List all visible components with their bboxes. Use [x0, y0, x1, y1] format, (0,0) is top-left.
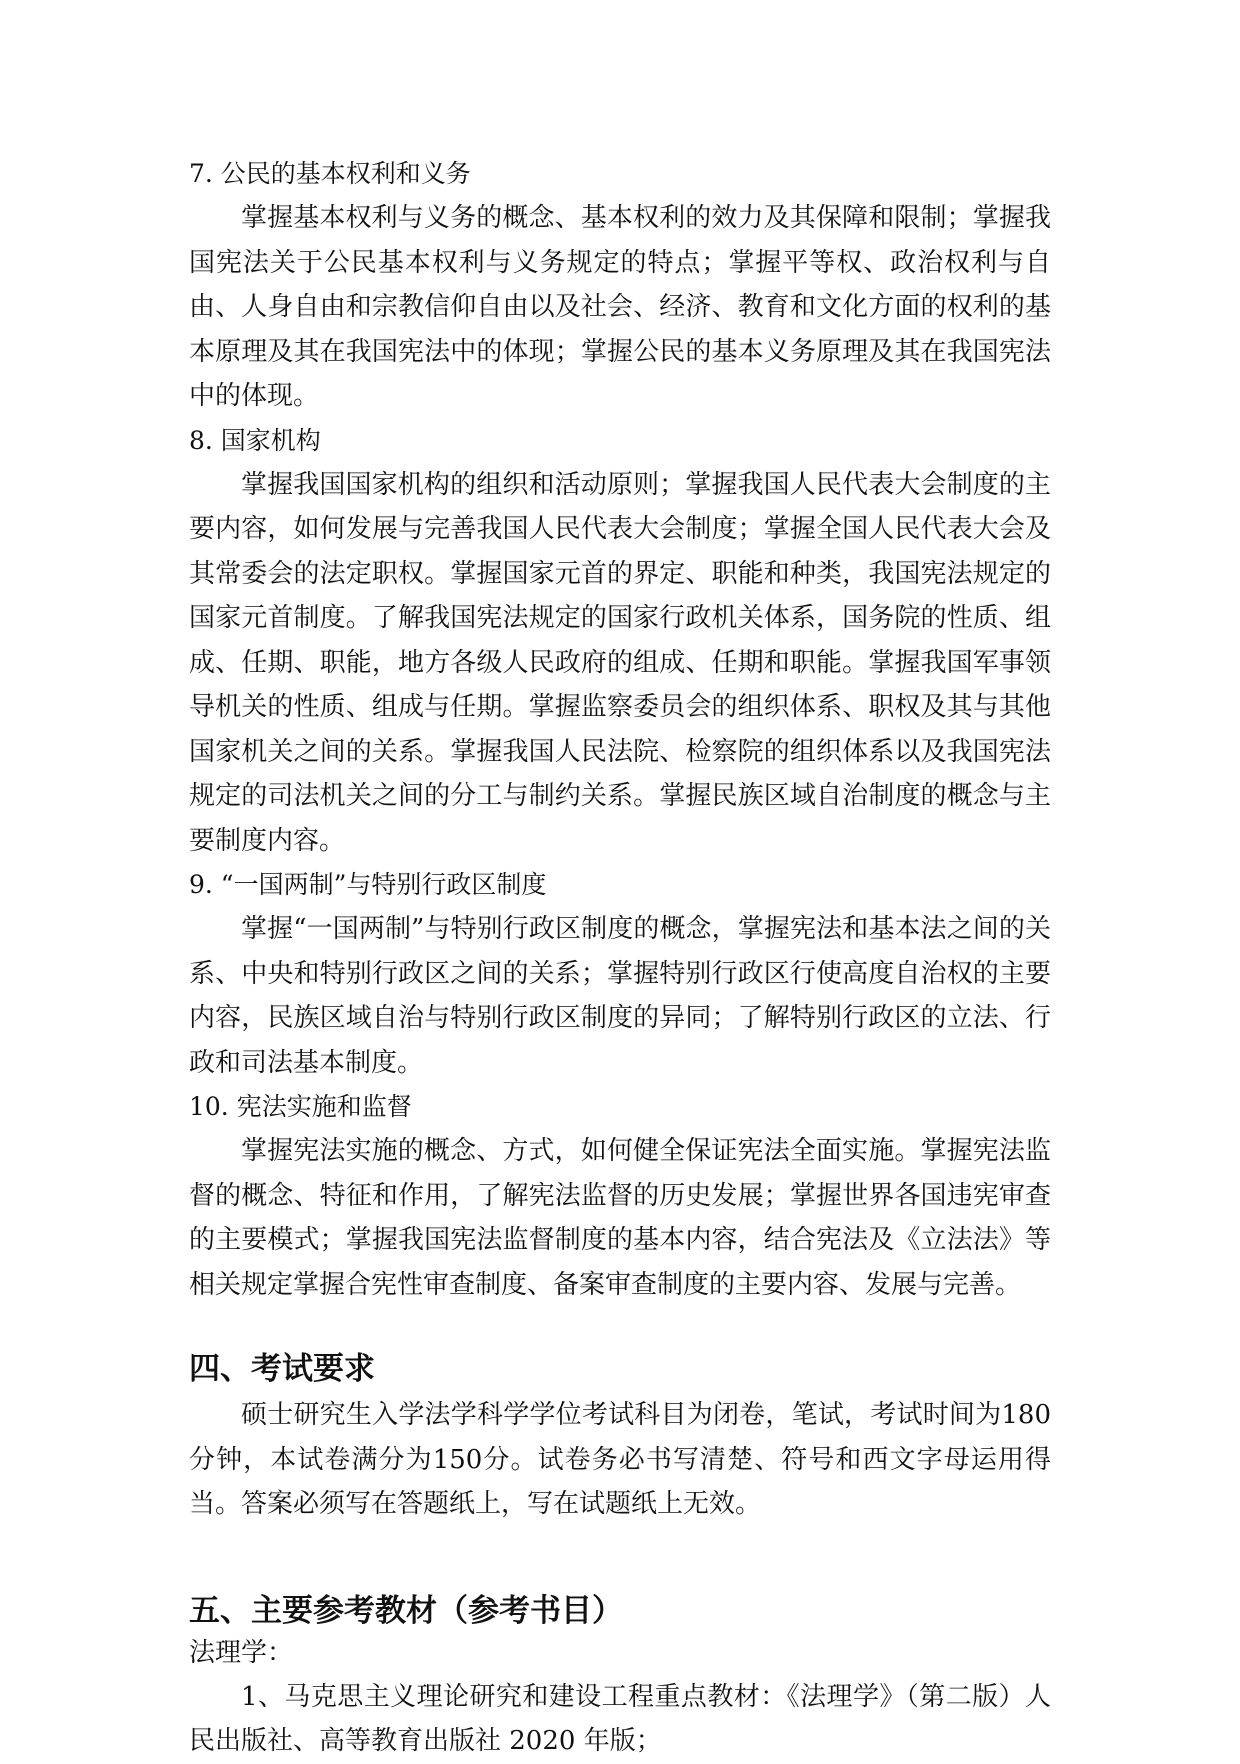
spacer	[189, 1527, 1051, 1591]
document-content	[189, 152, 1051, 1764]
item-8-heading: 8. 国家机构	[189, 425, 321, 455]
reference-category: 法理学：	[189, 1637, 294, 1668]
spacer	[189, 1307, 1051, 1349]
reference-item-1: 1、马克思主义理论研究和建设工程重点教材：《法理学》（第二版）人民出版社、高等教育出版社 2020 年版；	[189, 1681, 1051, 1756]
section-5-title: 五、主要参考教材（参考书目）	[189, 1592, 623, 1629]
item-7-body: 掌握基本权利与义务的概念、基本权利的效力及其保障和限制；掌握我国宪法关于公民基本权利与义务规定的特点；掌握平等权、政治权利与自由、人身自由和宗教信仰自由以及社会、经济、教育和文化方面的权利的基本原理及其在我国宪法中的体现；掌握公民的基本义务原理及其在我国宪法中的体现。	[189, 203, 1051, 411]
section-4-body: 硕士研究生入学法学科学学位考试科目为闭卷，笔试，考试时间为180分钟，本试卷满分为150分。试卷务必书写清楚、符号和西文字母运用得当。答案必须写在答题纸上，写在试题纸上无效。	[189, 1400, 1051, 1519]
item-7-heading: 7. 公民的基本权利和义务	[189, 159, 471, 188]
section-4-title: 四、考试要求	[189, 1351, 375, 1387]
item-10-body: 掌握宪法实施的概念、方式，如何健全保证宪法全面实施。掌握宪法监督的概念、特征和作用，了解宪法监督的历史发展；掌握世界各国违宪审查的主要模式；掌握我国宪法监督制度的基本内容，结合宪法及《立法法》等相关规定掌握合宪性审查制度、备案审查制度的主要内容、发展与完善。	[189, 1136, 1051, 1300]
item-9-body: 掌握“一国两制”与特别行政区制度的概念，掌握宪法和基本法之间的关系、中央和特别行政区之间的关系；掌握特别行政区行使高度自治权的主要内容，民族区域自治与特别行政区制度的异同；了解特别行政区的立法、行政和司法基本制度。	[189, 914, 1051, 1078]
item-8-body: 掌握我国国家机构的组织和活动原则；掌握我国人民代表大会制度的主要内容，如何发展与完善我国人民代表大会制度；掌握全国人民代表大会及其常委会的法定职权。掌握国家元首的界定、职能和种类，我国宪法规定的国家元首制度。了解我国宪法规定的国家行政机关体系，国务院的性质、组成、任期、职能，地方各级人民政府的组成、任期和职能。掌握我国军事领导机关的性质、组成与任期。掌握监察委员会的组织体系、职权及其与其他国家机关之间的关系。掌握我国人民法院、检察院的组织体系以及我国宪法规定的司法机关之间的分工与制约关系。掌握民族区域自治制度的概念与主要制度内容。	[189, 469, 1051, 856]
item-10-heading: 10. 宪法实施和监督	[189, 1092, 412, 1121]
item-9-heading: 9. “一国两制”与特别行政区制度	[189, 870, 547, 899]
